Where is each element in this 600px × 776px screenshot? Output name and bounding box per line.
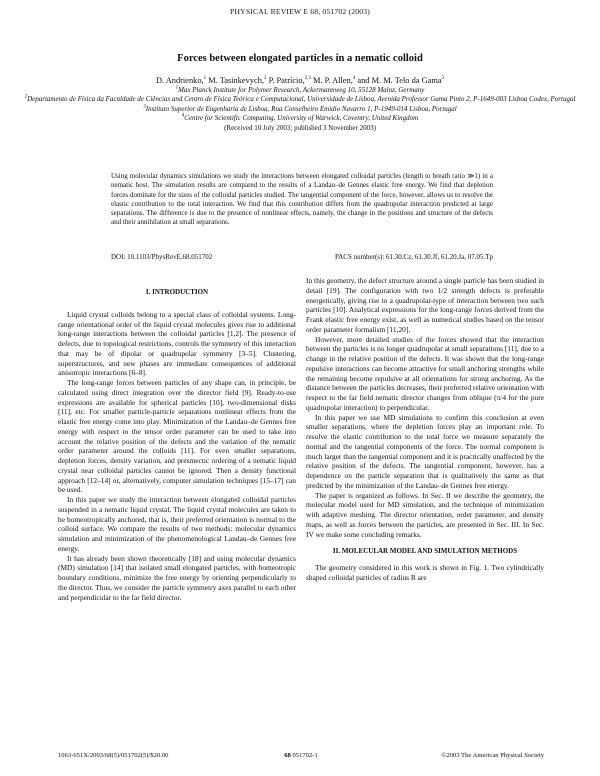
paragraph: The long-range forces between particles of any shape can, in principle, be calculated using direct integration over the director field [9]. Ready-to-use expressions are available for spherical particles [10], two-dimensional disks [11], etc. For smaller particle-particle separations nonlinear effects from the elastic free energy come into play. Minimization of the Landau–de Gennes free energy with respect to the tensor order parameter can be used to take into account the relative position of the defects and the variation of the nematic order parameter around the colloids [11]. For even smaller separations, depletion forces, density variation, and presmectic ordering of a nematic liquid crystal near colloidal particles cannot be ignored. Then a density functional approach [12–14] or, alternatively, computer simulation techniques [15–17] can be used.	[58, 378, 296, 495]
paragraph: In this geometry, the defect structure around a single particle has been studied in detail [19]. The configuration with two 1/2 strength defects is preferable energetically, giving rise to a quadrupolar-type of interaction between two such particles [10]. Analytical expressions for the long-range forces derived from the Frank elastic free energy exist, as well as numerical studies based on the tensor order parameter formalism [11,20].	[306, 276, 544, 334]
section-heading-model: II. MOLECULAR MODEL AND SIMULATION METHODS	[332, 547, 518, 556]
paragraph: However, more detailed studies of the forces showed that the interaction between the particles is no longer quadrupolar at small separations [11], due to a change in the relative position of the defects. It was shown that the long-range repulsive interactions can become attractive for small anchoring strengths while the remaining become repulsive at all orientations for strong anchoring. As the distance between the particles decreases, their preferred relative orientation with respect to the far field nematic director changes from oblique (π/4 for the pure quadrupolar interaction) to perpendicular.	[306, 334, 544, 412]
affiliation: $^3$Instituto Superior de Engenharia de Lisboa, Rua Conselheiro Emídio Navarro 1, P-1949-014 Lisboa, Portugal	[143, 104, 457, 113]
footer-copyright: ©2003 The American Physical Society	[441, 752, 544, 759]
author-block	[0, 76, 600, 133]
page-footer	[58, 752, 544, 759]
abstract: Using molecular dynamics simulations we study the interactions between elongated colloidal particles (length to breath ratio ≫1) in a nematic host. The simulation results are compared to the results of a Landau–de Gennes elastic free energy. We find that depletion forces dominate for the sizes of the colloidal particles studied. The tangential component of the force, however, allows us to resolve the elastic contribution to the total interaction. We find that this contribution differs from the quadrupolar interaction predicted at large separations. The difference is due to the presence of nonlinear effects, namely, the change in the positions and structure of the defects and their annihilation at small separations.	[111, 172, 493, 227]
paragraph: In this paper we use MD simulations to confirm this conclusion at even smaller separations, where the depletion forces play an important role. To resolve the elastic contribution to the total force we measure separately the normal and the tangential components of the force. The normal component is much larger than the tangential component and it is practically unaffected by the relative position of the defects. The tangential component, however, has a dependence on the particle separation that is qualitatively the same as that predicted by the minimization of the Landau–de Gennes free energy.	[306, 412, 544, 490]
affiliation: $^4$Centre for Scientific Computing, University of Warwick, Coventry, United Kingdom	[181, 113, 419, 122]
footer-issn: 1063-651X/2003/68(5)/051702(5)/$20.00	[58, 752, 169, 759]
footer-page-number: 68 051702-1	[284, 752, 318, 759]
running-head: PHYSICAL REVIEW E 68, 051702 (2003)	[230, 7, 370, 16]
author-name: P. Patrício,	[268, 76, 305, 85]
received-date: (Received 10 July 2003; published 3 November 2003)	[224, 124, 376, 133]
paragraph: It has already been shown theoretically [18] and using molecular dynamics (MD) simulation [14] that isolated small elongated particles, with homeotropic boundary conditions, minimize the free energy by orienting perpendicularly to the director. Thus, we consider the particle symmetry axes parallel to each other and perpendicular to the far field director.	[58, 553, 296, 602]
right-column	[306, 276, 544, 583]
paper-title: Forces between elongated particles in a nematic colloid	[177, 53, 423, 64]
pacs-numbers: PACS number(s): 61.30.Cz, 61.30.Jf, 61.20.Ja, 07.05.Tp	[334, 253, 493, 261]
meta-line	[111, 253, 493, 261]
paragraph: The paper is organized as follows. In Sec. II we describe the geometry, the molecular model used for MD simulation, and the technique of minimization with adaptive meshing. The director orientation, order parameter, and density maps, as well as forces between the particles, are presented in Sec. III. In Sec. IV we make some concluding remarks.	[306, 490, 544, 539]
paragraph: In this paper we study the interaction between elongated colloidal particles suspended in a nematic liquid crystal. The liquid crystal molecules are taken to be homeotropically anchored, that is, their preferred orientation is normal to the colloid surface. We compare the results of two methods: molecular dynamics simulation and minimization of the phenomenological Landau–de Gennes free energy.	[58, 495, 296, 553]
author-list: D. Andrienko,$^1$ M. Tasinkevych,$^2$ P. Patrício,$^{2,3}$ M. P. Allen,$^4$ and M. M. Telo da Gama$^2$	[155, 76, 445, 85]
paragraph: The geometry considered in this work is shown in Fig. 1. Two cylindrically shaped colloidal particles of radius R are	[306, 563, 544, 582]
author-name: M. P. Allen,	[313, 76, 353, 85]
doi-link[interactable]: DOI: 10.1103/PhysRevE.68.051702	[111, 253, 213, 261]
affiliation: $^1$Max Planck Institute for Polymer Research, Ackermannweg 10, 55128 Mainz, Germany	[175, 85, 425, 95]
author-name: M. Tasinkevych,	[208, 76, 265, 85]
section-heading-intro: I. INTRODUCTION	[145, 288, 209, 296]
author-name: D. Andrienko,	[155, 76, 204, 85]
author-name: and M. M. Telo da Gama	[357, 76, 442, 85]
affiliation: $^2$Departamento de Física da Faculdade de Ciências and Centro de Física Teórica e Computacional, Universidade de Lisboa, Avenida Professor Gama Pinto 2, P-1649-003 Lisboa Codex, Portugal	[24, 95, 576, 104]
left-column	[58, 288, 296, 602]
paragraph: Liquid crystal colloids belong to a special class of colloidal systems. Long-range orientational order of the liquid crystal molecules gives rise to additional long-range interactions between the colloidal particles [1,2]. The presence of defects, due to topological restrictions, controls the symmetry of this interaction that may be of dipolar or quadrupolar symmetry [3–5]. Clustering, superstructures, and new phases are immediate consequences of additional anisotropic interactions [6–8].	[58, 309, 296, 378]
